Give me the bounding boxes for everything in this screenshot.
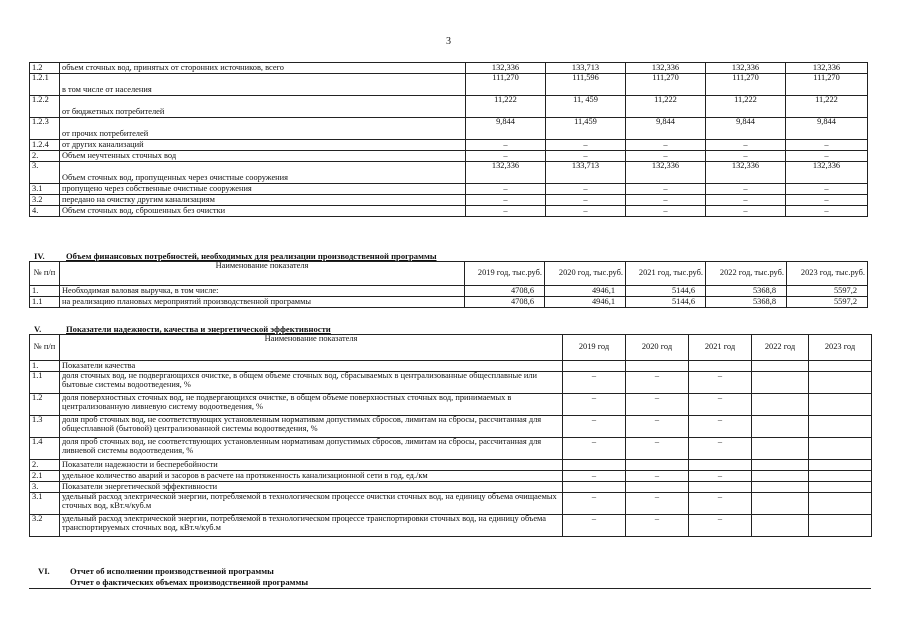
row-value: – <box>626 184 706 195</box>
row-value <box>752 361 809 372</box>
row-value: – <box>626 372 689 394</box>
table-row <box>30 206 868 217</box>
row-value: – <box>626 515 689 537</box>
row-value: 11,222 <box>466 96 546 118</box>
section-5-number: V. <box>34 324 42 334</box>
table-row <box>30 162 868 184</box>
row-name: на реализацию плановых мероприятий производственной программы <box>60 297 465 308</box>
row-name: передано на очистку другим канализациям <box>60 195 466 206</box>
row-value <box>809 471 872 482</box>
row-number: 3.1 <box>30 493 60 515</box>
row-value: 5597,2 <box>787 297 868 308</box>
row-value <box>689 482 752 493</box>
row-value: – <box>706 195 786 206</box>
row-value: 132,336 <box>706 63 786 74</box>
row-value: – <box>626 438 689 460</box>
row-number: 1.2.2 <box>30 96 60 118</box>
table-row <box>30 184 868 195</box>
section-4-number: IV. <box>34 251 45 261</box>
row-value: 11,222 <box>706 96 786 118</box>
row-value: – <box>466 140 546 151</box>
row-number: 1.1 <box>30 372 60 394</box>
row-value: – <box>546 184 626 195</box>
row-value: – <box>626 151 706 162</box>
table-row <box>30 416 872 438</box>
row-value: – <box>689 438 752 460</box>
row-number: 1.2.1 <box>30 74 60 96</box>
row-value: – <box>546 195 626 206</box>
header-year-2022: 2022 год <box>752 335 809 361</box>
header-name: Наименование показателя <box>60 262 465 286</box>
row-value: 132,336 <box>466 162 546 184</box>
row-value: 5144,6 <box>626 286 706 297</box>
row-value: 11,222 <box>786 96 868 118</box>
row-name: в том числе от населения <box>60 74 466 96</box>
header-year-2023: 2023 год <box>809 335 872 361</box>
table-row <box>30 460 872 471</box>
header-year-2019: 2019 год <box>563 335 626 361</box>
header-year-2020: 2020 год <box>626 335 689 361</box>
row-value: – <box>626 493 689 515</box>
row-value: 4946,1 <box>545 286 626 297</box>
row-value: 132,336 <box>626 162 706 184</box>
table-row <box>30 438 872 460</box>
row-value <box>752 394 809 416</box>
bottom-rule <box>29 588 871 589</box>
row-value: – <box>626 206 706 217</box>
section-5-title: Показатели надежности, качества и энергетической эффективности <box>66 324 331 334</box>
row-name: доля проб сточных вод, не соответствующих установленным нормативам допустимых сбросов, лимитам на сбросы, рассчитанная для ливневой системы водоотведения, % <box>60 438 563 460</box>
section-6-number: VI. <box>38 566 50 576</box>
row-name: от прочих потребителей <box>60 118 466 140</box>
row-value: 133,713 <box>546 63 626 74</box>
row-name: удельный расход электрической энергии, потребляемой в технологическом процессе очистки сточных вод, на единицу объема очищаемых сточных вод, кВт.ч/куб.м <box>60 493 563 515</box>
row-value: 4708,6 <box>465 297 545 308</box>
row-value <box>752 438 809 460</box>
row-value: 5597,2 <box>787 286 868 297</box>
row-value: – <box>563 471 626 482</box>
row-value: – <box>626 195 706 206</box>
row-number: 1.2.3 <box>30 118 60 140</box>
row-value: 5144,6 <box>626 297 706 308</box>
row-value: – <box>786 195 868 206</box>
row-value: 111,270 <box>786 74 868 96</box>
row-value: – <box>563 394 626 416</box>
wastewater-volume-table <box>29 62 868 217</box>
row-value: 9,844 <box>706 118 786 140</box>
header-year-2020: 2020 год, тыс.руб. <box>545 262 626 286</box>
page-number: 3 <box>446 36 451 47</box>
row-value: – <box>626 394 689 416</box>
row-value <box>626 482 689 493</box>
header-year-2022: 2022 год, тыс.руб. <box>706 262 787 286</box>
row-name: Показатели надежности и бесперебойности <box>60 460 563 471</box>
row-value: 132,336 <box>786 63 868 74</box>
row-name: удельное количество аварий и засоров в расчете на протяженность канализационной сети в год, ед./км <box>60 471 563 482</box>
row-value <box>809 493 872 515</box>
row-value: – <box>466 195 546 206</box>
row-value <box>626 361 689 372</box>
table-row <box>30 493 872 515</box>
row-value <box>626 460 689 471</box>
table-row <box>30 118 868 140</box>
row-value <box>752 515 809 537</box>
table-row <box>30 195 868 206</box>
row-value: 9,844 <box>466 118 546 140</box>
row-value <box>809 361 872 372</box>
financial-needs-table <box>29 261 868 308</box>
row-value: – <box>563 493 626 515</box>
header-year-2021: 2021 год <box>689 335 752 361</box>
row-value <box>809 482 872 493</box>
row-value: – <box>626 140 706 151</box>
row-value <box>809 372 872 394</box>
row-value: 132,336 <box>706 162 786 184</box>
row-name: удельный расход электрической энергии, потребляемой в технологическом процессе транспортировки сточных вод, на единицу объема транспортируемых сточных вод, кВт.ч/куб.м <box>60 515 563 537</box>
header-year-2021: 2021 год, тыс.руб. <box>626 262 706 286</box>
row-value: – <box>786 206 868 217</box>
row-value: – <box>466 184 546 195</box>
row-name: пропущено через собственные очистные сооружения <box>60 184 466 195</box>
row-value: – <box>466 151 546 162</box>
row-value: – <box>689 372 752 394</box>
table-row <box>30 372 872 394</box>
section-4-heading <box>34 251 437 261</box>
row-value: 132,336 <box>626 63 706 74</box>
row-value: – <box>706 184 786 195</box>
row-value: – <box>689 394 752 416</box>
header-year-2023: 2023 год, тыс.руб. <box>787 262 868 286</box>
row-value: – <box>786 151 868 162</box>
row-number: 1.3 <box>30 416 60 438</box>
row-number: 4. <box>30 206 60 217</box>
reliability-indicators-table <box>29 334 872 537</box>
section-6-heading <box>38 566 274 576</box>
row-number: 1. <box>30 361 60 372</box>
row-value: – <box>786 140 868 151</box>
row-number: 2. <box>30 460 60 471</box>
row-value: – <box>546 151 626 162</box>
row-value <box>563 482 626 493</box>
row-value: – <box>466 206 546 217</box>
row-value: 11,222 <box>626 96 706 118</box>
row-value: – <box>546 206 626 217</box>
row-number: 3. <box>30 162 60 184</box>
row-value <box>752 493 809 515</box>
row-name: Объем сточных вод, пропущенных через очистные сооружения <box>60 162 466 184</box>
row-number: 3. <box>30 482 60 493</box>
row-value: – <box>786 184 868 195</box>
row-value <box>689 460 752 471</box>
row-value: 132,336 <box>466 63 546 74</box>
row-value: 4946,1 <box>545 297 626 308</box>
row-value <box>563 460 626 471</box>
row-number: 3.2 <box>30 195 60 206</box>
header-name: Наименование показателя <box>60 335 563 361</box>
row-value: – <box>689 471 752 482</box>
row-number: 1.4 <box>30 438 60 460</box>
row-name: доля сточных вод, не подвергающихся очистке, в общем объеме сточных вод, сбрасываемых в централизованные общесплавные или бытовые системы водоотведения, % <box>60 372 563 394</box>
row-name: объем сточных вод, принятых от сторонних источников, всего <box>60 63 466 74</box>
row-number: 1.1 <box>30 297 60 308</box>
row-value: – <box>626 416 689 438</box>
row-value: 5368,8 <box>706 286 787 297</box>
row-value: – <box>689 493 752 515</box>
table-row <box>30 96 868 118</box>
row-value: – <box>689 416 752 438</box>
row-value: – <box>706 140 786 151</box>
section-6-subtitle: Отчет о фактических объемах производственной программы <box>70 577 309 587</box>
row-value <box>809 394 872 416</box>
row-number: 1.2 <box>30 63 60 74</box>
row-name: доля поверхностных сточных вод, не подвергающихся очистке, в общем объеме поверхностных сточных вод, принимаемых в централизованную ливневую систему водоотведения, % <box>60 394 563 416</box>
row-name: Объем неучтенных сточных вод <box>60 151 466 162</box>
row-value: – <box>563 372 626 394</box>
row-value: 9,844 <box>786 118 868 140</box>
row-value: – <box>563 515 626 537</box>
row-name: Объем сточных вод, сброшенных без очистки <box>60 206 466 217</box>
row-value: – <box>563 416 626 438</box>
row-value <box>752 372 809 394</box>
row-value: 111,270 <box>706 74 786 96</box>
row-value: 9,844 <box>626 118 706 140</box>
row-value: – <box>689 515 752 537</box>
row-value <box>809 438 872 460</box>
header-num: № п/п <box>30 262 60 286</box>
row-value: 111,596 <box>546 74 626 96</box>
row-value: – <box>706 206 786 217</box>
table-row <box>30 140 868 151</box>
table-row <box>30 63 868 74</box>
table-row <box>30 286 868 297</box>
row-value: – <box>626 471 689 482</box>
row-value: 4708,6 <box>465 286 545 297</box>
row-value <box>752 471 809 482</box>
row-value <box>809 460 872 471</box>
row-value <box>689 361 752 372</box>
row-name: от бюджетных потребителей <box>60 96 466 118</box>
row-number: 1.2.4 <box>30 140 60 151</box>
table-row <box>30 482 872 493</box>
row-value: 133,713 <box>546 162 626 184</box>
header-num: № п/п <box>30 335 60 361</box>
section-4-title: Объем финансовых потребностей, необходимых для реализации производственной программы <box>66 251 437 261</box>
row-value: 111,270 <box>626 74 706 96</box>
row-value <box>563 361 626 372</box>
row-value: – <box>546 140 626 151</box>
row-name: Показатели качества <box>60 361 563 372</box>
row-value <box>752 460 809 471</box>
table-row <box>30 471 872 482</box>
header-year-2019: 2019 год, тыс.руб. <box>465 262 545 286</box>
row-value <box>809 416 872 438</box>
row-name: от других канализаций <box>60 140 466 151</box>
row-value: 5368,8 <box>706 297 787 308</box>
row-number: 3.1 <box>30 184 60 195</box>
row-number: 3.2 <box>30 515 60 537</box>
section-6-title: Отчет об исполнении производственной программы <box>70 566 274 576</box>
row-number: 2.1 <box>30 471 60 482</box>
table-row <box>30 515 872 537</box>
section-5-heading <box>34 324 331 334</box>
row-value <box>752 482 809 493</box>
row-value: – <box>706 151 786 162</box>
row-name: Показатели энергетической эффективности <box>60 482 563 493</box>
row-value <box>752 416 809 438</box>
row-number: 1. <box>30 286 60 297</box>
row-name: Необходимая валовая выручка, в том числе: <box>60 286 465 297</box>
row-value <box>809 515 872 537</box>
row-value: 11,459 <box>546 118 626 140</box>
table-row <box>30 394 872 416</box>
row-value: 11, 459 <box>546 96 626 118</box>
table-row <box>30 74 868 96</box>
table-row <box>30 151 868 162</box>
row-value: 111,270 <box>466 74 546 96</box>
row-value: – <box>563 438 626 460</box>
row-value: 132,336 <box>786 162 868 184</box>
table-row <box>30 297 868 308</box>
table-row <box>30 361 872 372</box>
row-number: 2. <box>30 151 60 162</box>
row-number: 1.2 <box>30 394 60 416</box>
row-name: доля проб сточных вод, не соответствующих установленным нормативам допустимых сбросов, лимитам на сбросы, рассчитанная для общесплавной (бытовой) централизованной системы водоотведения, % <box>60 416 563 438</box>
